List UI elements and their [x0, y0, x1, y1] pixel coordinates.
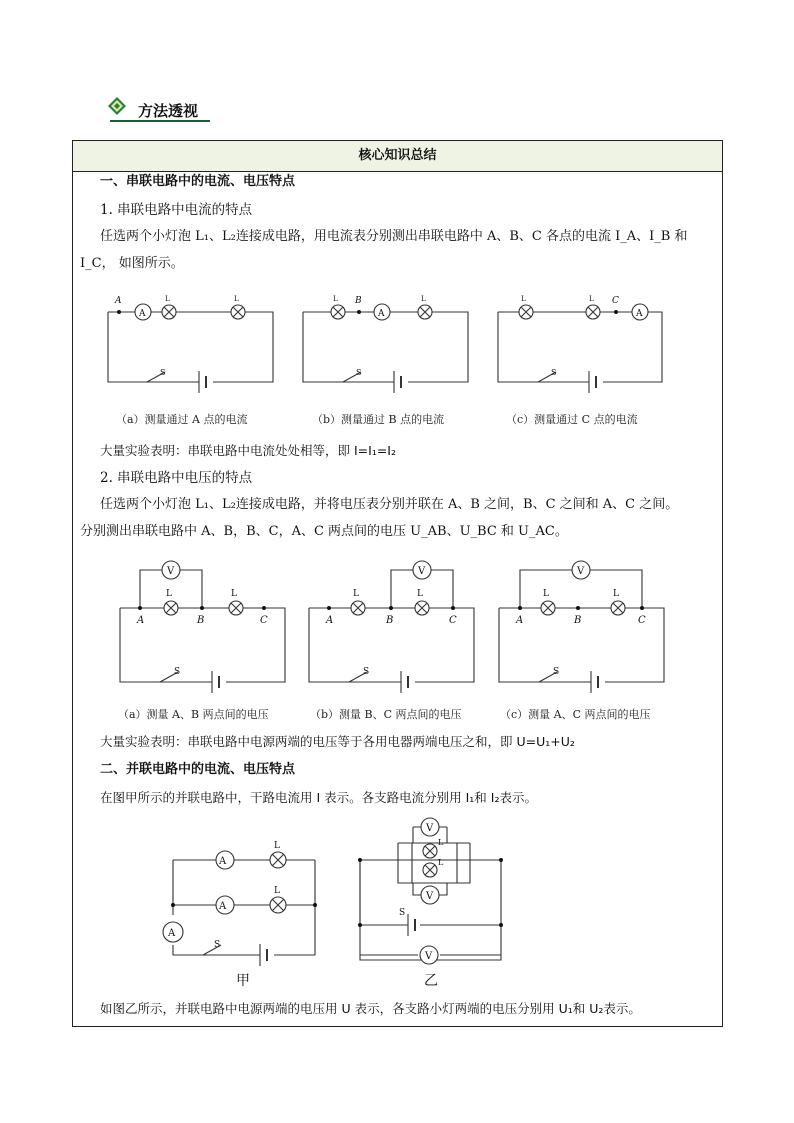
- svg-text:A: A: [219, 901, 227, 912]
- svg-text:B: B: [197, 615, 205, 626]
- conclusion-current: 大量实验表明：串联电路中电流处处相等，即 I=I₁=I₂: [100, 443, 397, 458]
- svg-text:V: V: [426, 823, 434, 834]
- svg-text:L: L: [521, 295, 526, 303]
- p1-title: 1. 串联电路中电流的特点: [100, 202, 253, 218]
- p1-line1: 任选两个小灯泡 L₁、L₂连接成电路，用电流表分别测出串联电路中 A、B、C 各点的电流 I_A、I_B 和: [100, 229, 688, 244]
- svg-text:L: L: [543, 589, 549, 599]
- svg-text:V: V: [418, 566, 426, 577]
- p2-line2: 分别测出串联电路中 A、B，B、C，A、C 两点间的电压 U_AB、U_BC 和 U_AC。: [80, 524, 568, 539]
- svg-text:S: S: [363, 667, 370, 677]
- svg-text:A: A: [326, 615, 334, 626]
- svg-text:C: C: [638, 615, 646, 626]
- s2-p2: 如图乙所示，并联电路中电源两端的电压用 U 表示，各支路小灯两端的电压分别用 U₁和 U₂表示。: [100, 1001, 641, 1016]
- caption-voltage-a: （a）测量 A、B 两点间的电压: [118, 708, 269, 721]
- caption-voltage-c: （c）测量 A、C 两点间的电压: [500, 708, 651, 721]
- svg-text:C: C: [612, 296, 619, 306]
- svg-text:V: V: [426, 891, 434, 902]
- svg-text:A: A: [378, 309, 385, 319]
- voltage-circuits-figure: [110, 552, 690, 702]
- section1-heading: 一、串联电路中的电流、电压特点: [100, 174, 296, 189]
- caption-voltage-b: （b）测量 B、C 两点间的电压: [310, 708, 462, 721]
- svg-text:A: A: [219, 856, 227, 867]
- svg-text:L: L: [234, 295, 239, 303]
- p2-title: 2. 串联电路中电压的特点: [100, 470, 253, 486]
- svg-text:S: S: [214, 940, 221, 950]
- svg-text:V: V: [577, 566, 585, 577]
- label-jia: 甲: [236, 973, 250, 989]
- svg-text:S: S: [160, 368, 166, 377]
- parallel-circuits-figure: [155, 815, 515, 970]
- svg-text:L: L: [438, 838, 444, 847]
- svg-text:L: L: [231, 589, 237, 599]
- caption-current-b: （b）测量通过 B 点的电流: [312, 413, 445, 426]
- section2-heading: 二、并联电路中的电流、电压特点: [100, 762, 296, 777]
- title-underline: [110, 120, 210, 122]
- current-circuits-figure: [95, 285, 695, 395]
- caption-current-c: （c）测量通过 C 点的电流: [506, 413, 638, 426]
- svg-text:L: L: [333, 295, 338, 303]
- svg-text:L: L: [274, 886, 280, 896]
- diamond-icon: [108, 97, 126, 115]
- svg-text:S: S: [356, 368, 362, 377]
- label-yi: 乙: [424, 973, 438, 989]
- svg-text:L: L: [165, 295, 170, 303]
- svg-text:L: L: [417, 589, 423, 599]
- svg-text:A: A: [115, 296, 122, 306]
- svg-text:C: C: [449, 615, 457, 626]
- conclusion-voltage: 大量实验表明：串联电路中电源两端的电压等于各用电器两端电压之和，即 U=U₁+U₂: [100, 734, 575, 749]
- svg-text:S: S: [553, 667, 560, 677]
- svg-text:B: B: [386, 615, 394, 626]
- svg-text:S: S: [174, 667, 181, 677]
- svg-text:C: C: [260, 615, 268, 626]
- box-title: 核心知识总结: [73, 141, 722, 172]
- svg-text:B: B: [355, 296, 362, 306]
- svg-text:A: A: [137, 615, 145, 626]
- p1-line2: I_C， 如图所示。: [80, 256, 184, 271]
- svg-text:L: L: [589, 295, 594, 303]
- svg-text:B: B: [574, 615, 582, 626]
- svg-text:A: A: [636, 309, 643, 319]
- svg-text:L: L: [421, 295, 426, 303]
- svg-text:A: A: [168, 928, 176, 939]
- p2-line1: 任选两个小灯泡 L₁、L₂连接成电路，并将电压表分别并联在 A、B 之间，B、C 之间和 A、C 之间。: [100, 497, 679, 512]
- section-title: 方法透视: [138, 102, 199, 120]
- svg-text:L: L: [613, 589, 619, 599]
- svg-text:A: A: [139, 309, 146, 319]
- svg-text:V: V: [167, 566, 175, 577]
- svg-text:L: L: [166, 589, 172, 599]
- svg-text:S: S: [551, 368, 557, 377]
- svg-text:S: S: [399, 908, 406, 918]
- svg-text:V: V: [425, 951, 433, 962]
- s2-p1: 在图甲所示的并联电路中，干路电流用 I 表示。各支路电流分别用 I₁和 I₂表示。: [100, 790, 537, 805]
- svg-text:L: L: [274, 841, 280, 851]
- svg-text:A: A: [516, 615, 524, 626]
- caption-current-a: （a）测量通过 A 点的电流: [116, 413, 248, 426]
- svg-text:L: L: [353, 589, 359, 599]
- svg-text:L: L: [438, 858, 444, 867]
